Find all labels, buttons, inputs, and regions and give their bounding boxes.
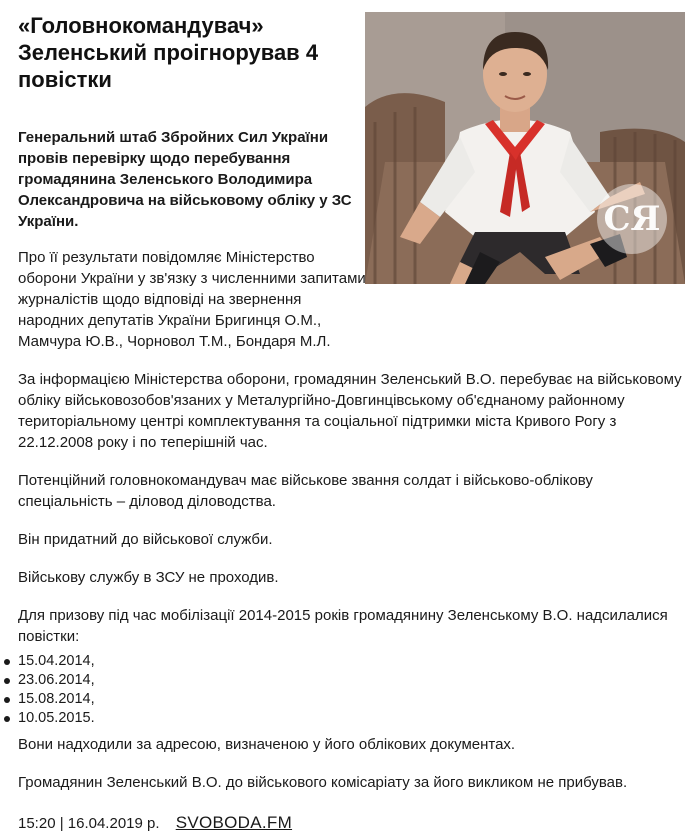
paragraph-8: Громадянин Зеленський В.О. до військового комісаріату за його викликом не прибував. xyxy=(18,774,628,791)
paragraph-2: За інформацією Міністерства оборони, громадянин Зеленський В.О. перебуває на військовому обліку військовозобов'язаних у Металургійно-Довгинцівському об'єднаному районному територіальному центрі комплектування та соціальної підтримки міста Кривого Рогу з 22.12.2008 року і по теперішній час. xyxy=(18,371,682,451)
paragraph-4: Він придатний до військової служби. xyxy=(18,531,273,548)
paragraph-1: Про її результати повідомляє Міністерство оборони України у зв'язку з численними запитами журналістів щодо відповіді на звернення народних депутатів України Бригинця О.М., Мамчура Ю.В., Чорновол Т.М., Бондаря М.Л. xyxy=(18,249,366,350)
source-link[interactable]: SVOBODA.FM xyxy=(175,813,293,832)
summons-date-item: 15.04.2014, xyxy=(18,652,686,671)
summons-date-item: 15.08.2014, xyxy=(18,690,686,709)
article xyxy=(18,12,686,834)
summons-date-item: 10.05.2015. xyxy=(18,709,686,728)
watermark-text: СЯ xyxy=(603,199,661,239)
summons-date-list xyxy=(18,652,686,728)
paragraph-3: Потенційний головнокомандувач має військове звання солдат і військово-облікову спеціальність – діловод діловодства. xyxy=(18,472,593,510)
summons-date-item: 23.06.2014, xyxy=(18,671,686,690)
paragraph-6: Для призову під час мобілізації 2014-2015 років громадянину Зеленському В.О. надсилалися повістки: xyxy=(18,607,668,645)
paragraph-7: Вони надходили за адресою, визначеною у його облікових документах. xyxy=(18,736,516,753)
paragraph-5: Військову службу в ЗСУ не проходив. xyxy=(18,569,279,586)
article-lead: Генеральний штаб Збройних Сил України провів перевірку щодо перебування громадянина Зеленського Володимира Олександровича на військовому обліку у ЗС України. xyxy=(18,129,352,230)
publish-timestamp: 15:20 | 16.04.2019 р. xyxy=(18,815,160,832)
article-title: «Головнокомандувач» Зеленський проігнорував 4 повістки xyxy=(18,13,319,92)
article-footer xyxy=(18,813,686,834)
